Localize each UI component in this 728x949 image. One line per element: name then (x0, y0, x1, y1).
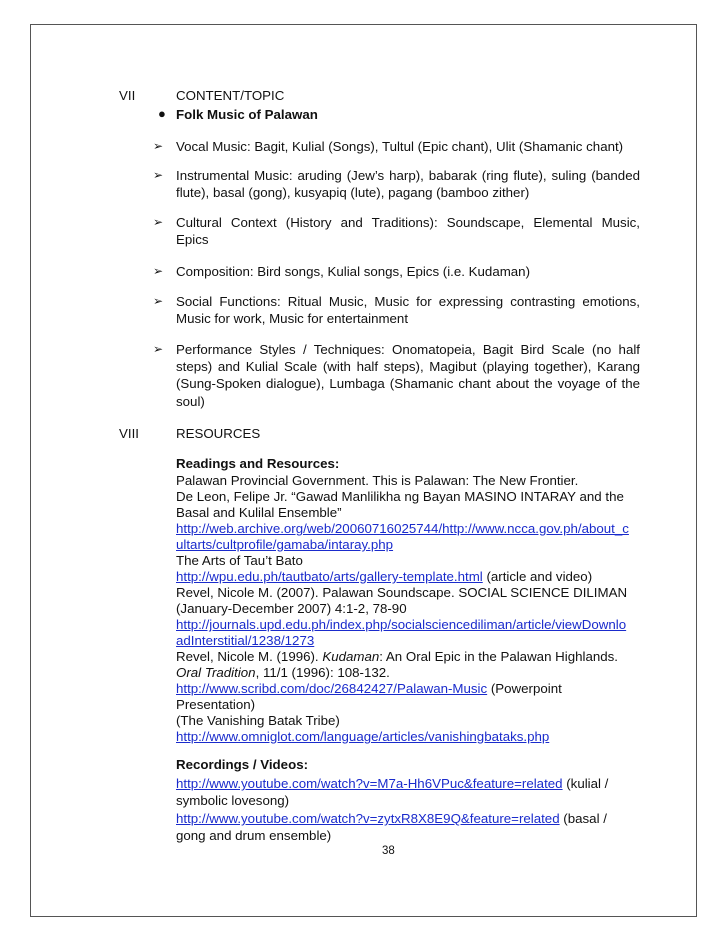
list-item-continued: flute), basal (gong), kusyapiq (lute), pagang (bamboo zither) (176, 185, 530, 200)
recording-text: symbolic lovesong) (176, 793, 290, 808)
reference-text: (The Vanishing Batak Tribe) (176, 713, 340, 728)
reference-text: Basal and Kulilal Ensemble” (176, 505, 342, 520)
reference-text: Palawan Provincial Government. This is Palawan: The New Frontier. (176, 473, 579, 488)
recording-link[interactable]: http://www.youtube.com/watch?v=M7a-Hh6VPuc&feature=related (176, 776, 563, 791)
recording-note: (kulial / (562, 776, 609, 791)
arrow-bullet-icon: ➢ (153, 168, 164, 182)
recording-text: gong and drum ensemble) (176, 828, 332, 843)
reference-text: , 11/1 (1996): 108-132. (255, 665, 390, 680)
list-item-continued: (Sung-Spoken dialogue), Lumbaga (Shamanic chant about the voyage of the (176, 376, 640, 391)
list-item-continued: Epics (176, 232, 209, 247)
reference-link[interactable]: http://journals.upd.edu.ph/index.php/socialsciencediliman/article/viewDownlo (176, 617, 627, 632)
recording-line (176, 811, 640, 827)
reference-link[interactable]: http://www.omniglot.com/language/articles/vanishingbataks.php (176, 729, 550, 744)
reference-link[interactable]: http://www.scribd.com/doc/26842427/Palawan-Music (176, 681, 488, 696)
recording-note: (basal / (559, 811, 607, 826)
list-item: Vocal Music: Bagit, Kulial (Songs), Tultul (Epic chant), Ulit (Shamanic chant) (176, 139, 624, 154)
reference-line (176, 649, 640, 665)
page-number: 38 (382, 845, 395, 857)
arrow-bullet-icon: ➢ (153, 342, 164, 356)
reference-line (176, 665, 640, 681)
section-number: VIII (119, 426, 139, 441)
recording-link[interactable]: http://www.youtube.com/watch?v=zytxR8X8E9Q&feature=related (176, 811, 560, 826)
list-item: Social Functions: Ritual Music, Music for expressing contrasting emotions, (176, 294, 640, 309)
list-item-continued: steps) and Kulial Scale (with half steps), Magibut (playing together), Karang (176, 359, 640, 374)
reference-line (176, 681, 640, 697)
arrow-bullet-icon: ➢ (153, 294, 164, 308)
list-item: Composition: Bird songs, Kulial songs, Epics (i.e. Kudaman) (176, 264, 531, 279)
reference-link[interactable]: adInterstitial/1238/1273 (176, 633, 315, 648)
list-item-continued: soul) (176, 394, 205, 409)
list-item: Instrumental Music: aruding (Jew’s harp), babarak (ring flute), suling (banded (176, 168, 640, 183)
reference-text: (January-December 2007) 4:1-2, 78-90 (176, 601, 407, 616)
reference-line (176, 569, 640, 585)
recordings-heading: Recordings / Videos: (176, 757, 309, 772)
bullet-icon: ● (158, 106, 166, 121)
readings-heading: Readings and Resources: (176, 456, 340, 471)
reference-title: Oral Tradition (176, 665, 256, 680)
reference-text: The Arts of Tau’t Bato (176, 553, 303, 568)
reference-text: De Leon, Felipe Jr. “Gawad Manlilikha ng Bayan MASINO INTARAY and the (176, 489, 624, 504)
arrow-bullet-icon: ➢ (153, 139, 164, 153)
arrow-bullet-icon: ➢ (153, 264, 164, 278)
section-title: RESOURCES (176, 426, 261, 441)
topic-title: Folk Music of Palawan (176, 107, 318, 122)
list-item: Performance Styles / Techniques: Onomatopeia, Bagit Bird Scale (no half (176, 342, 640, 357)
reference-note: (Powerpoint (487, 681, 562, 696)
reference-title: Kudaman (322, 649, 380, 664)
list-item-continued: Music for work, Music for entertainment (176, 311, 409, 326)
reference-text: Revel, Nicole M. (2007). Palawan Soundscape. SOCIAL SCIENCE DILIMAN (176, 585, 628, 600)
list-item: Cultural Context (History and Traditions): Soundscape, Elemental Music, (176, 215, 640, 230)
reference-text: Presentation) (176, 697, 256, 712)
section-title: CONTENT/TOPIC (176, 88, 285, 103)
recording-line (176, 776, 640, 792)
reference-text: Revel, Nicole M. (1996). (176, 649, 323, 664)
arrow-bullet-icon: ➢ (153, 215, 164, 229)
reference-link[interactable]: http://web.archive.org/web/20060716025744/http://www.ncca.gov.ph/about_c (176, 521, 629, 536)
reference-link[interactable]: http://wpu.edu.ph/tautbato/arts/gallery-template.html (176, 569, 483, 584)
reference-note: (article and video) (482, 569, 593, 584)
reference-link[interactable]: ultarts/cultprofile/gamaba/intaray.php (176, 537, 394, 552)
section-number: VII (119, 88, 136, 103)
reference-text: : An Oral Epic in the Palawan Highlands. (379, 649, 618, 664)
